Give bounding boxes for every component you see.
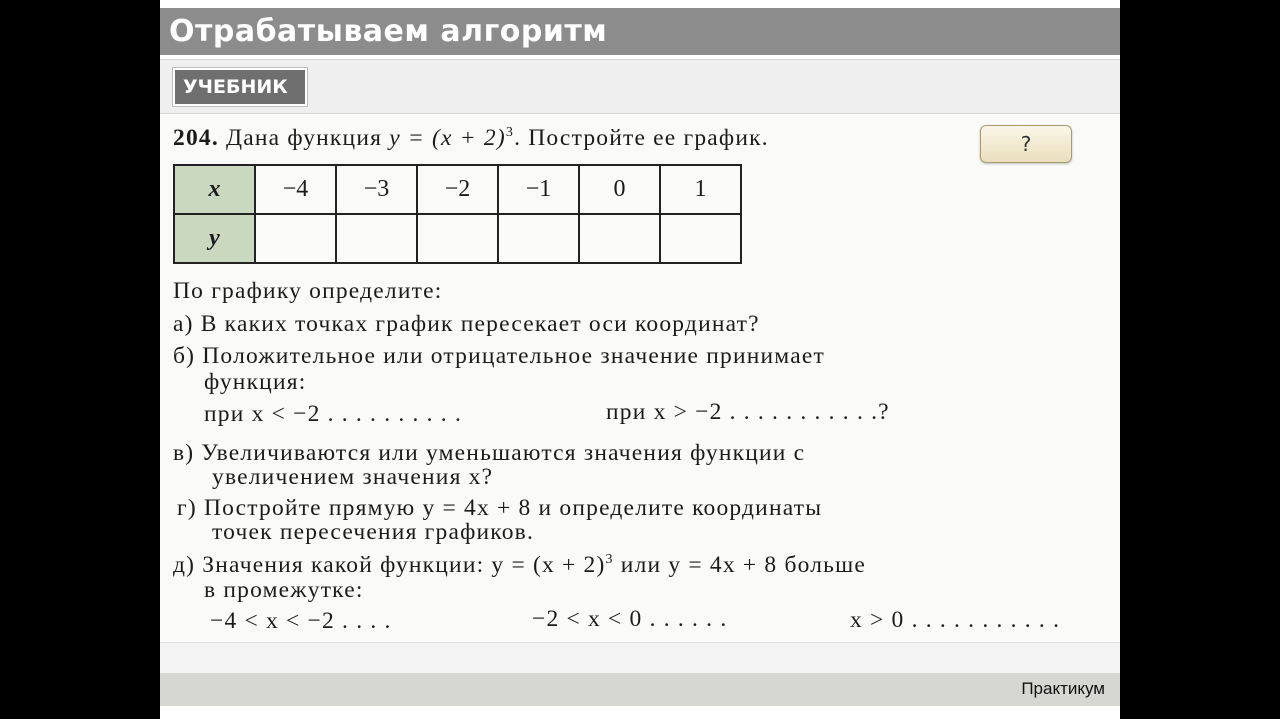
questions-intro: По графику определите: bbox=[173, 278, 443, 304]
statement-suffix: . Постройте ее график. bbox=[514, 125, 769, 151]
footer-label: Практикум bbox=[1021, 679, 1105, 698]
values-table bbox=[173, 164, 742, 264]
interval-1: −4 < x < −2 . . . . bbox=[210, 608, 392, 634]
table-cell: −1 bbox=[498, 165, 579, 214]
question-d-line2: точек пересечения графиков. bbox=[212, 519, 535, 545]
table-row-x bbox=[174, 165, 741, 214]
question-b-right: при x > −2 . . . . . . . . . . .? bbox=[606, 399, 890, 425]
question-b-left: при x < −2 . . . . . . . . . . bbox=[204, 401, 463, 427]
table-header-x: x bbox=[174, 165, 255, 214]
slide-title: Отрабатываем алгоритм bbox=[169, 14, 608, 49]
task-number: 204. bbox=[173, 125, 219, 151]
table-cell: −2 bbox=[417, 165, 498, 214]
table-cell-empty bbox=[579, 214, 660, 263]
help-button[interactable]: ? bbox=[980, 125, 1072, 163]
question-b-line1: б) Положительное или отрицательное значение принимает bbox=[173, 343, 825, 369]
function-exponent: 3 bbox=[505, 125, 515, 141]
interval-2: −2 < x < 0 . . . . . . bbox=[532, 606, 728, 632]
question-a: а) В каких точках график пересекает оси координат? bbox=[173, 311, 760, 337]
table-cell: 1 bbox=[660, 165, 741, 214]
question-e-exponent: 3 bbox=[605, 552, 614, 568]
subtitle-bar bbox=[160, 59, 1120, 114]
table-cell: −4 bbox=[255, 165, 336, 214]
interval-3: x > 0 . . . . . . . . . . . bbox=[850, 607, 1061, 633]
slide bbox=[160, 0, 1120, 719]
table-cell-empty bbox=[336, 214, 417, 263]
question-b-line2: функция: bbox=[204, 369, 307, 395]
question-c-line1: в) Увеличиваются или уменьшаются значения функции с bbox=[173, 440, 806, 466]
table-cell: 0 bbox=[579, 165, 660, 214]
table-cell-empty bbox=[255, 214, 336, 263]
title-bar bbox=[160, 8, 1120, 55]
statement-prefix: Дана функция bbox=[226, 125, 383, 151]
question-e-suffix: или y = 4x + 8 больше bbox=[613, 552, 867, 578]
question-c-line2: увеличением значения x? bbox=[212, 464, 494, 490]
function-formula: y = (x + 2) bbox=[389, 125, 506, 151]
table-cell-empty bbox=[660, 214, 741, 263]
footer-bar bbox=[160, 673, 1120, 706]
table-cell-empty bbox=[498, 214, 579, 263]
question-e-prefix: д) Значения какой функции: y = (x + 2) bbox=[173, 552, 606, 578]
footer-band bbox=[160, 642, 1120, 673]
table-cell-empty bbox=[417, 214, 498, 263]
question-d-line1: г) Постройте прямую y = 4x + 8 и определите координаты bbox=[177, 495, 823, 521]
textbook-tag bbox=[173, 68, 307, 106]
table-header-y: y bbox=[174, 214, 255, 263]
task-statement bbox=[173, 125, 769, 152]
table-row-y bbox=[174, 214, 741, 263]
question-e-line1 bbox=[173, 552, 866, 579]
question-e-line2: в промежутке: bbox=[204, 577, 364, 603]
textbook-tag-label: УЧЕБНИК bbox=[183, 76, 288, 98]
table-cell: −3 bbox=[336, 165, 417, 214]
